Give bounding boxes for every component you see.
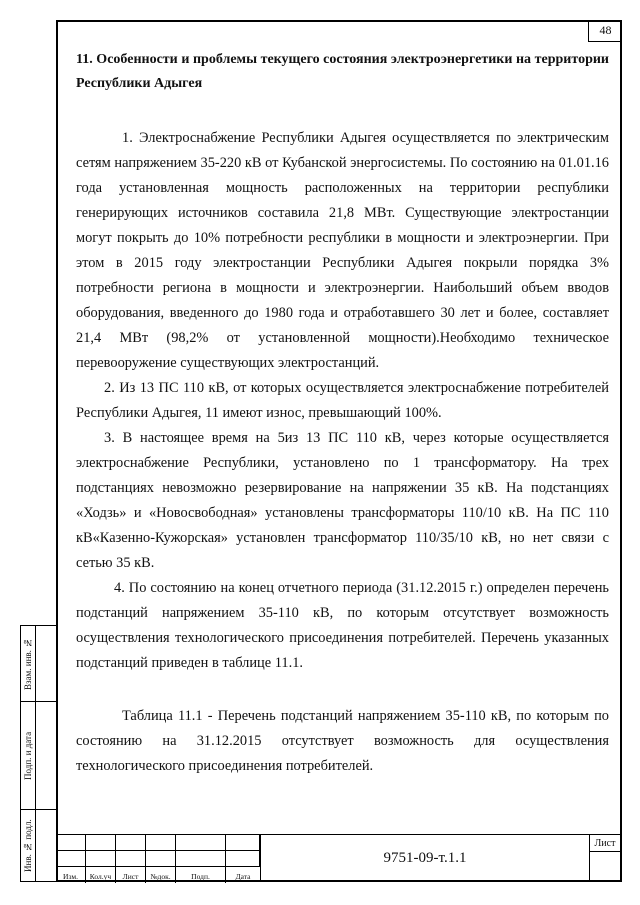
tb-cell: [146, 851, 176, 867]
binding-label-inv: Инв. № подл.: [23, 819, 33, 873]
binding-label-vzam: Взам. инв. №: [23, 637, 33, 691]
paragraph-3: 3. В настоящее время на 5из 13 ПС 110 кВ, через которые осуществляется электроснабжение Республики, установлено по 1 трансформатору. На трех подстанциях невозможно резервирование на напряжении 35 кВ. На подстанциях «Ходзь» и «Новосвободная» установлены трансформаторы 110/10 кВ. На ПС 110 кВ«Казенно-Кужорская» установлен трансформатор 110/35/10 кВ, но нет связи с сетью 35 кВ.: [76, 430, 609, 571]
page-number: 48: [588, 20, 622, 42]
tb-col-list: Лист: [116, 867, 146, 883]
tb-cell: [56, 851, 86, 867]
tb-cell: [176, 851, 226, 867]
tb-col-kolvo: Кол.уч: [86, 867, 116, 883]
tb-cell: [86, 851, 116, 867]
document-code: 9751-09-т.1.1: [260, 835, 590, 882]
tb-cell: [146, 835, 176, 851]
tb-cell: [86, 835, 116, 851]
tb-cell: [116, 851, 146, 867]
title-block-grid: [56, 835, 260, 883]
tb-col-data: Дата: [235, 872, 251, 881]
binding-strip: [20, 625, 56, 882]
section-heading: 11. Особенности и проблемы текущего состояния электроэнергетики на территории Республики Адыгея: [76, 52, 609, 91]
sheet-label: Лист: [590, 837, 620, 852]
paragraph-2: 2. Из 13 ПС 110 кВ, от которых осуществляется электроснабжение потребителей Республики Адыгея, 11 имеют износ, превышающий 100%.: [76, 380, 609, 421]
document-body: [76, 48, 609, 779]
title-block: [56, 834, 622, 882]
tb-cell: [116, 835, 146, 851]
tb-col-podp: Подп.: [176, 867, 226, 883]
tb-col-ndok: №док.: [146, 867, 176, 883]
tb-cell: [226, 835, 260, 851]
tb-cell: [226, 851, 260, 867]
tb-cell: [56, 835, 86, 851]
binding-label-podp: Подп. и дата: [23, 731, 33, 781]
tb-cell: [176, 835, 226, 851]
paragraph-4: 4. По состоянию на конец отчетного периода (31.12.2015 г.) определен перечень подстанций напряжением 35-110 кВ, по которым отсутствует возможность осуществления технологического присоединения потребителей. Перечень указанных подстанций приведен в таблице 11.1.: [76, 580, 609, 671]
tb-col-izm: Изм.: [56, 867, 86, 883]
table-caption: Таблица 11.1 - Перечень подстанций напряжением 35-110 кВ, по которым по состоянию на 31.12.2015 отсутствует возможность для осуществления технологического присоединения потребителей.: [76, 708, 609, 774]
sheet-cell: [590, 835, 620, 882]
paragraph-1: 1. Электроснабжение Республики Адыгея осуществляется по электрическим сетям напряжением 35-220 кВ от Кубанской энергосистемы. По состоянию на 01.01.16 года установленная мощность расположенных на территории республики генерирующих источников составила 21,8 МВт. Существующие электростанции могут покрыть до 10% потребности республики в мощности и электроэнергии. При этом в 2015 году электростанции Республики Адыгея покрыли порядка 3% потребности региона в мощности и электроэнергии. Наибольший объем вводов оборудования, введенного до 1980 года и отработавшего 30 лет и более, составляет 21,4 МВт (98,2% от установленной мощности).Необходимо техническое перевооружение существующих электростанций.: [76, 130, 609, 371]
